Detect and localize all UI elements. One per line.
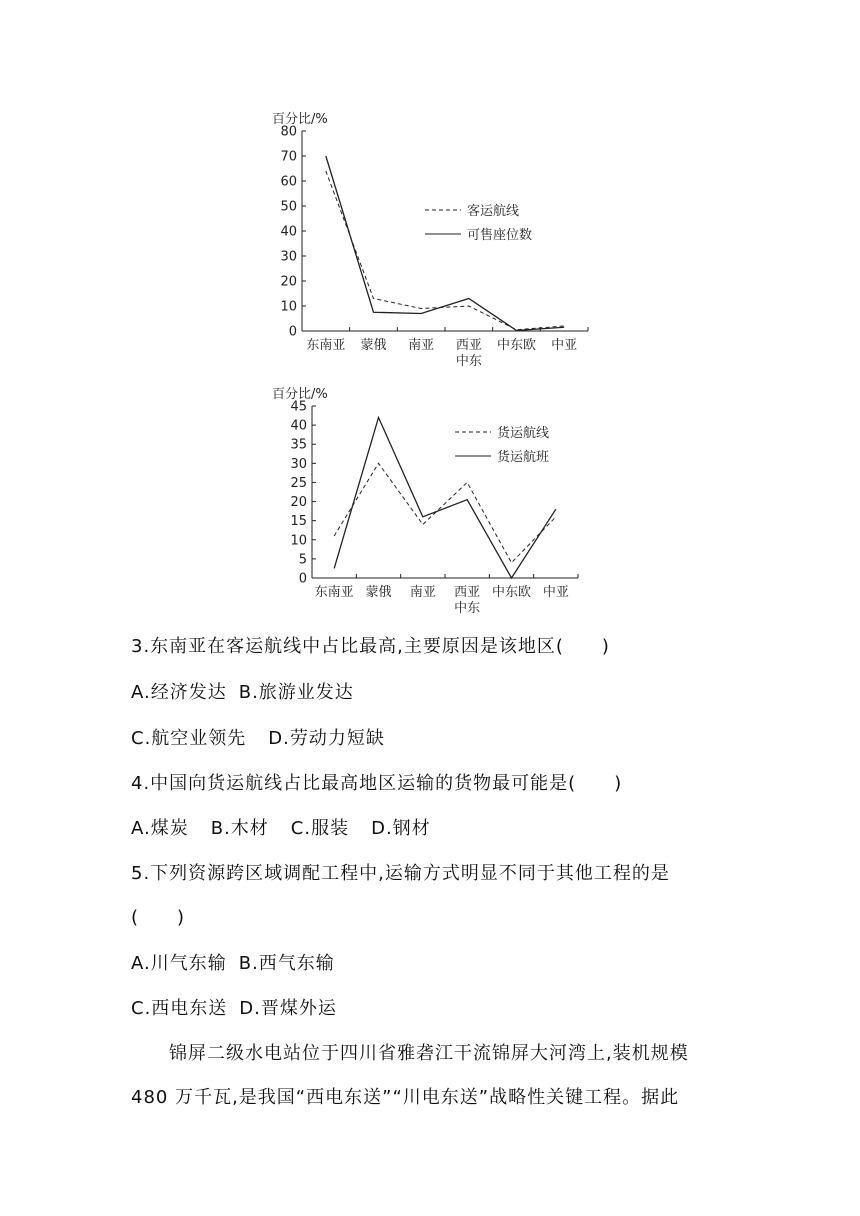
series-line-2 [334,417,556,578]
y-tick-label: 80 [280,124,297,140]
y-axis-label: 百分比/% [272,387,328,402]
question-3-option-c[interactable]: C.航空业领先 [131,728,247,749]
y-tick-label: 15 [290,514,307,530]
question-5-option-a[interactable]: A.川气东输 [131,953,227,974]
question-5-stem-line1: 5.下列资源跨区域调配工程中,运输方式明显不同于其他工程的是 [131,863,670,884]
y-tick-label: 20 [290,495,307,511]
x-tick-label: 蒙俄 [365,585,392,600]
question-3-stem: 3.东南亚在客运航线中占比最高,主要原因是该地区( ) [131,636,610,657]
x-tick-label: 南亚 [409,585,436,600]
y-tick-label: 0 [288,324,297,340]
freight-chart-svg [260,378,600,618]
x-tick-label: 南亚 [408,338,435,353]
y-tick-label: 40 [290,418,307,434]
x-tick-label: 西亚 [455,338,482,353]
passenger-chart [260,104,600,374]
y-tick-label: 50 [280,199,297,215]
passenger-chart-svg [260,104,600,374]
series-line-1 [334,463,556,562]
y-tick-label: 60 [280,174,297,190]
question-5-option-d[interactable]: D.晋煤外运 [239,998,337,1019]
y-tick-label: 45 [290,399,307,415]
x-tick-label: 中东 [454,601,481,616]
x-tick-label: 东南亚 [314,585,354,600]
question-4-option-d[interactable]: D.钢材 [371,818,431,839]
question-5-options-row2 [131,994,337,1020]
question-4-options [131,814,431,840]
question-5-stem-line2: ( ) [131,907,186,928]
y-axis-label: 百分比/% [272,112,328,127]
question-5-option-c[interactable]: C.西电东送 [131,998,228,1019]
x-tick-label: 蒙俄 [360,338,387,353]
y-tick-label: 25 [290,475,307,491]
y-tick-label: 0 [298,571,307,587]
legend-label-2: 货运航班 [497,450,550,465]
x-tick-label: 中东欧 [491,585,532,600]
question-3-options-row2 [131,724,385,750]
y-tick-label: 10 [290,533,307,549]
y-tick-label: 40 [280,224,297,240]
y-tick-label: 30 [280,249,297,265]
question-3-option-d[interactable]: D.劳动力短缺 [268,728,385,749]
legend-label-2: 可售座位数 [467,228,533,243]
y-tick-label: 20 [280,274,297,290]
question-5-options-row1 [131,949,335,975]
y-tick-label: 10 [280,299,297,315]
y-tick-label: 30 [290,456,307,472]
passage-line-2: 480 万千瓦,是我国“西电东送”“川电东送”战略性关键工程。据此 [131,1087,680,1108]
question-4-option-a[interactable]: A.煤炭 [131,818,189,839]
series-line-2 [326,156,564,331]
question-4-option-c[interactable]: C.服装 [290,818,350,839]
x-tick-label: 西亚 [454,585,481,600]
y-tick-label: 70 [280,149,297,165]
y-tick-label: 35 [290,437,307,453]
x-tick-label: 中东 [455,354,482,369]
question-4-stem: 4.中国向货运航线占比最高地区运输的货物最可能是( ) [131,773,623,794]
question-3-option-a[interactable]: A.经济发达 [131,682,227,703]
question-5-option-b[interactable]: B.西气东输 [238,953,335,974]
legend-label-1: 客运航线 [467,204,520,219]
question-3-option-b[interactable]: B.旅游业发达 [238,682,354,703]
question-3-options-row1 [131,678,354,704]
legend-label-1: 货运航线 [497,426,550,441]
x-tick-label: 中亚 [551,338,578,353]
x-tick-label: 中东欧 [496,338,537,353]
y-tick-label: 5 [298,552,307,568]
question-4-option-b[interactable]: B.木材 [210,818,269,839]
freight-chart [260,378,600,618]
x-tick-label: 东南亚 [306,338,346,353]
passage-line-1: 锦屏二级水电站位于四川省雅砻江干流锦屏大河湾上,装机规模 [131,1043,689,1064]
x-tick-label: 中亚 [542,585,569,600]
